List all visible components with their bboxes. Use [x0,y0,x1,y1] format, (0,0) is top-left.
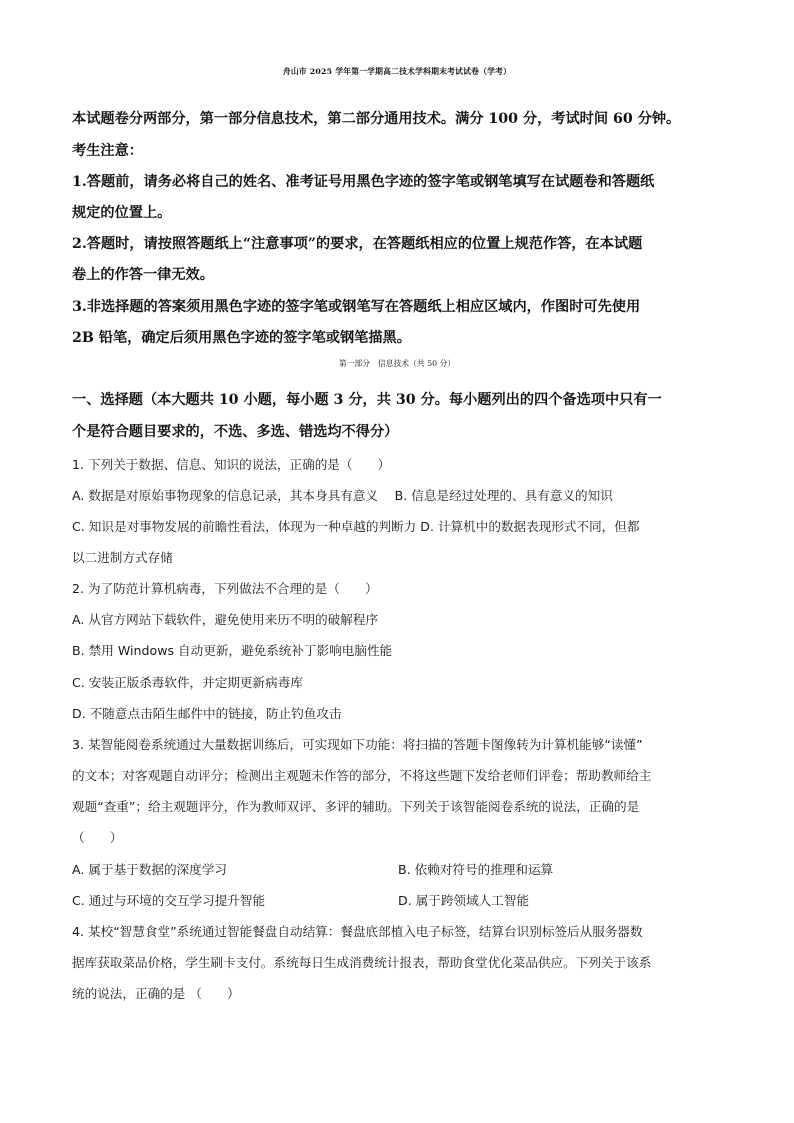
q3-option-c: C. 通过与环境的交互学习提升智能 [72,893,266,908]
note-2-cont: 卷上的作答一律无效。 [72,267,214,283]
q2-option-d: D. 不随意点击陌生邮件中的链接，防止钓鱼攻击 [72,706,342,721]
section1-heading: 一、选择题（本大题共 10 小题，每小题 3 分，共 30 分。每小题列出的四个备选项中只有一 [72,392,662,408]
note-3: 3.非选择题的答案须用黑色字迹的签字笔或钢笔写在答题纸上相应区域内，作图时可先使用 [72,299,641,315]
part1-heading: 第一部分 信息技术（共 50 分） [338,359,456,368]
q1-options-ab: A. 数据是对原始事物现象的信息记录，其本身具有意义 B. 信息是经过处理的、具有意义的知识 [72,488,613,503]
note-2: 2.答题时，请按照答题纸上“注意事项”的要求，在答题纸相应的位置上规范作答，在本试题 [72,236,643,252]
exam-title: 舟山市 2025 学年第一学期高二技术学科期末考试试卷（学考） [282,67,512,76]
q3-option-a: A. 属于基于数据的深度学习 [72,862,227,877]
q3-option-d: D. 属于跨领域人工智能 [398,893,530,908]
q3-stem: 3. 某智能阅卷系统通过大量数据训练后，可实现如下功能：将扫描的答题卡图像转为计算机能够“读懂” [72,737,643,752]
q3-stem-cont: 观题“查重”；给主观题评分，作为教师双评、多评的辅助。下列关于该智能阅卷系统的说法，正确的是 [72,799,640,814]
q1-stem: 1. 下列关于数据、信息、知识的说法，正确的是（ ） [72,457,391,472]
q2-option-b: B. 禁用 Windows 自动更新，避免系统补丁影响电脑性能 [72,643,393,658]
notice-heading: 考生注意： [72,143,143,159]
note-1: 1.答题前，请务必将自己的姓名、准考证号用黑色字迹的签字笔或钢笔填写在试题卷和答题纸 [72,174,655,190]
q3-stem-blank: （ ） [72,830,123,845]
note-3-cont: 2B 铅笔，确定后须用黑色字迹的签字笔或钢笔描黑。 [72,330,411,346]
q4-stem: 4. 某校“智慧食堂”系统通过智能餐盘自动结算：餐盘底部植入电子标签，结算台识别标签后从服务器数 [72,924,643,939]
q1-options-cd-cont: 以二进制方式存储 [72,550,173,565]
q2-option-c: C. 安装正版杀毒软件，并定期更新病毒库 [72,675,303,690]
intro-line: 本试题卷分两部分，第一部分信息技术，第二部分通用技术。满分 100 分，考试时间 60 分钟。 [72,111,681,127]
note-1-cont: 规定的位置上。 [72,205,172,221]
section1-heading-cont: 个是符合题目要求的，不选、多选、错选均不得分） [72,424,399,440]
q4-stem-cont: 据库获取菜品价格，学生刷卡支付。系统每日生成消费统计报表，帮助食堂优化菜品供应。下列关于该系 [72,955,652,970]
q1-options-cd: C. 知识是对事物发展的前瞻性看法，体现为一种卓越的判断力 D. 计算机中的数据表现形式不同，但都 [72,519,640,534]
q3-stem-cont: 的文本；对客观题自动评分；检测出主观题未作答的部分，不将这些题下发给老师们评卷；帮助教师给主 [72,768,652,783]
q3-option-b: B. 依赖对符号的推理和运算 [398,862,554,877]
q2-option-a: A. 从官方网站下载软件，避免使用来历不明的破解程序 [72,612,379,627]
q4-stem-cont: 统的说法，正确的是 （ ） [72,986,240,1001]
q2-stem: 2. 为了防范计算机病毒，下列做法不合理的是（ ） [72,581,378,596]
